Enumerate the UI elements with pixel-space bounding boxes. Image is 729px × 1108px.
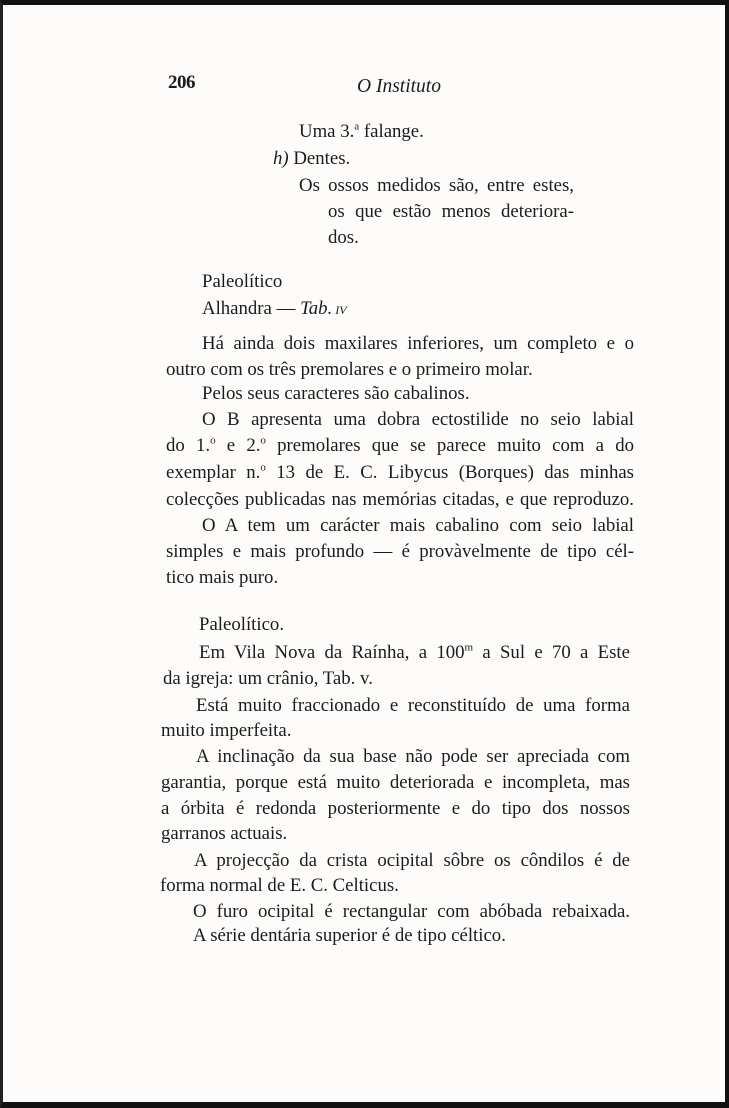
list-text-line: Os ossos medidos são, entre estes, bbox=[299, 175, 574, 196]
body-line: tico mais puro. bbox=[166, 567, 279, 588]
list-item-falange: Uma 3.$^a$ falange. bbox=[299, 120, 424, 142]
body-line: A série dentária superior é de tipo céltico. bbox=[193, 925, 506, 946]
body-line: O furo ocipital é rectangular com abóbada rebaixada. bbox=[193, 901, 630, 922]
body-line: A inclinação da sua base não pode ser apreciada com bbox=[196, 746, 630, 767]
body-line: garranos actuais. bbox=[161, 823, 288, 844]
body-line: O B apresenta uma dobra ectostilide no seio labial bbox=[202, 409, 634, 430]
body-line: da igreja: um crânio, Tab. v. bbox=[163, 668, 373, 689]
body-line: do 1.$^o$ e 2.$^o$ premolares que se parece muito com a do bbox=[166, 434, 634, 456]
body-line: exemplar n.$^o$ 13 de E. C. Libycus (Borques) das minhas bbox=[166, 461, 634, 483]
list-text-line: dos. bbox=[328, 227, 359, 248]
body-line: simples e mais profundo — é provàvelmente de tipo cél- bbox=[166, 541, 634, 562]
body-line: Em Vila Nova da Raínha, a 100$^m$ a Sul e 70 a Este bbox=[199, 641, 630, 663]
section-heading: Paleolítico. bbox=[199, 614, 285, 635]
body-line: Há ainda dois maxilares inferiores, um completo e o bbox=[202, 333, 634, 354]
body-line: outro com os três premolares e o primeiro molar. bbox=[166, 359, 533, 380]
body-line: Está muito fraccionado e reconstituído de uma forma bbox=[196, 695, 630, 716]
section-heading: Paleolítico bbox=[202, 271, 283, 292]
body-line: muito imperfeita. bbox=[161, 720, 292, 741]
list-text-line: os que estão menos deteriora- bbox=[328, 201, 574, 222]
body-line: garantia, porque está muito deteriorada e incompleta, mas bbox=[161, 772, 630, 793]
site-line: Alhandra — Tab. IV bbox=[202, 298, 347, 319]
body-line: A projecção da crista ocipital sôbre os côndilos é de bbox=[194, 850, 630, 871]
page-number: 206 bbox=[168, 72, 195, 93]
body-line: O A tem um carácter mais cabalino com seio labial bbox=[202, 515, 634, 536]
body-line: Pelos seus caracteres são cabalinos. bbox=[202, 383, 470, 404]
running-title: O Instituto bbox=[357, 76, 441, 97]
body-line: forma normal de E. C. Celticus. bbox=[160, 875, 399, 896]
list-item-dentes: h) Dentes. bbox=[273, 148, 351, 169]
body-line: colecções publicadas nas memórias citadas, e que reproduzo. bbox=[166, 489, 634, 510]
body-line: a órbita é redonda posteriormente e do tipo dos nossos bbox=[161, 798, 630, 819]
